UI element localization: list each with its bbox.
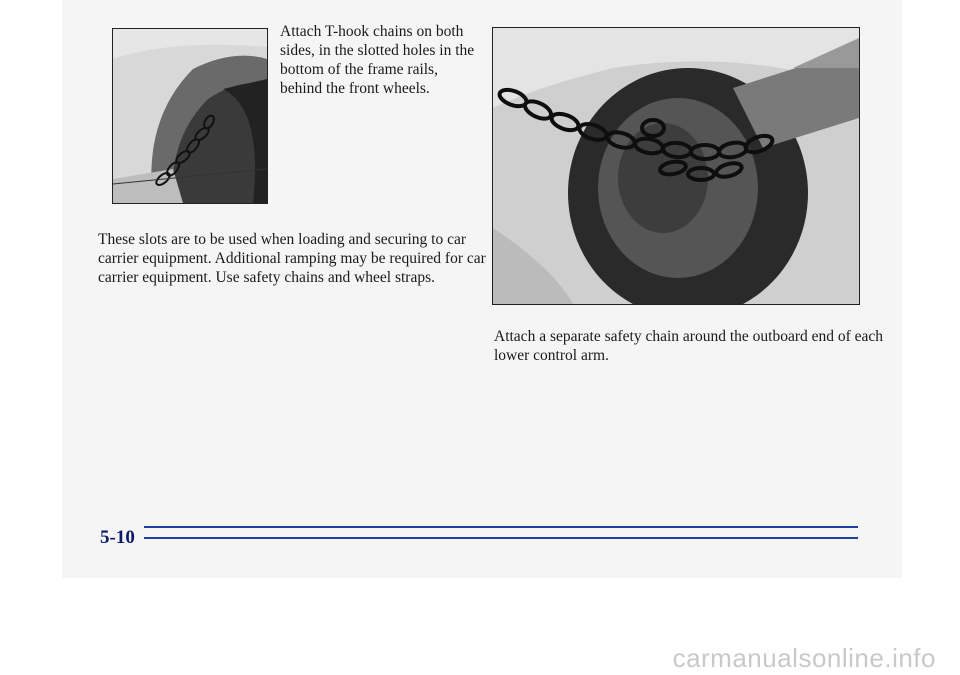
left-caption: Attach T-hook chains on both sides, in the slotted holes in the bottom of the frame rails, behind the front wheels.	[280, 23, 475, 97]
safety-chain-illustration	[492, 27, 860, 305]
footer-rule-top	[144, 526, 858, 528]
page-number: 5-10	[100, 527, 135, 548]
site-watermark: carmanualsonline.info	[672, 643, 936, 673]
manual-page	[62, 0, 902, 578]
footer-rule-bottom	[144, 537, 858, 539]
right-caption: Attach a separate safety chain around the outboard end of each lower control arm.	[494, 328, 884, 364]
t-hook-chain-illustration	[112, 28, 268, 204]
left-body-text: These slots are to be used when loading and securing to car carrier equipment. Additional ramping may be required for car carrier equipment. Use safety chains and wheel straps.	[98, 231, 486, 286]
